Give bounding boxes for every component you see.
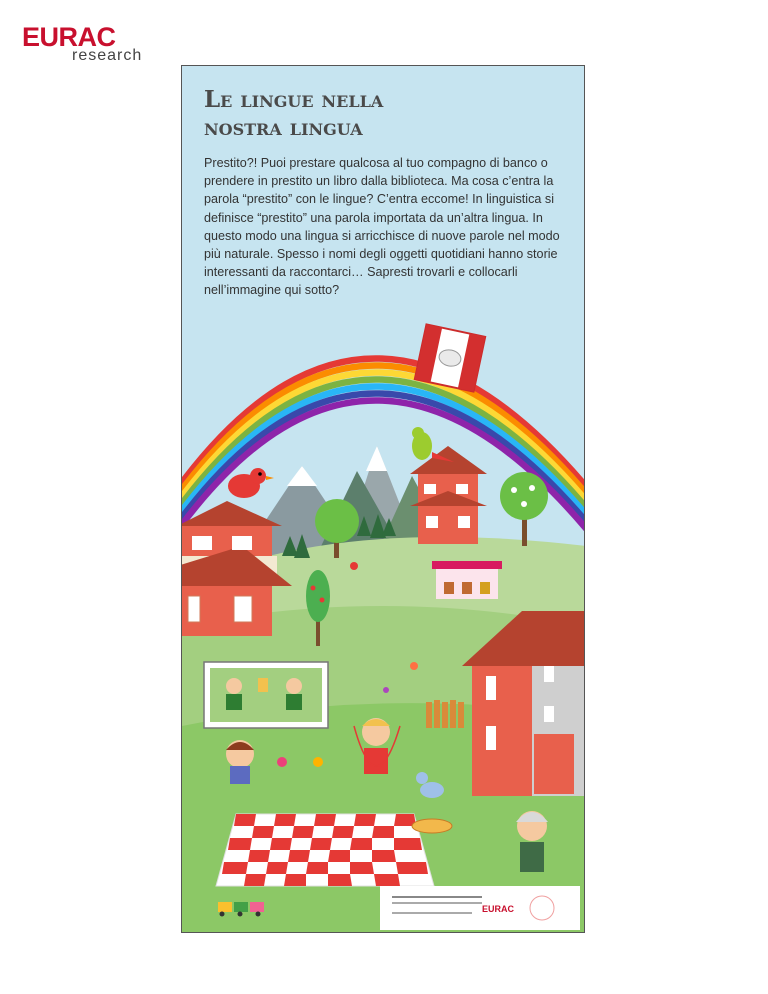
footer-logos (380, 886, 580, 930)
footer-eurac-label: EURAC (482, 904, 515, 914)
girl-child[interactable] (226, 740, 254, 784)
flag-badge[interactable] (415, 324, 485, 391)
eurac-logo[interactable] (22, 22, 154, 62)
photo-frame[interactable] (204, 662, 328, 728)
title-line-2: nostra lingua (204, 114, 363, 141)
market-stall[interactable] (432, 561, 502, 599)
fence (426, 700, 464, 728)
pizza[interactable] (412, 819, 452, 833)
logo-main-text: EURAC (22, 22, 116, 52)
apple-tree (500, 472, 548, 546)
red-bird[interactable] (228, 468, 274, 498)
title-line-1: Le lingue nella (204, 86, 384, 113)
logo-sub-text: research (72, 47, 143, 64)
intro-text: Prestito?! Puoi prestare qualcosa al tuo compagno di banco o prendere in prestito un libro dalla biblioteca. Ma cosa c’entra la parola “prestito” con le lingue? C’entra eccome! In linguistica si definisce “prestito” una parola importata da un’altra lingua. In questo modo una lingua si arricchisce di nuove parole nel modo più naturale. Spesso i nomi degli oggetti quotidiani hanno storie interessanti da raccontarci… Sapresti trovarli e collocarli nell’immagine qui sotto? (204, 156, 560, 298)
poster-title (204, 86, 504, 142)
poster (181, 65, 585, 933)
picnic-blanket[interactable] (216, 814, 434, 886)
